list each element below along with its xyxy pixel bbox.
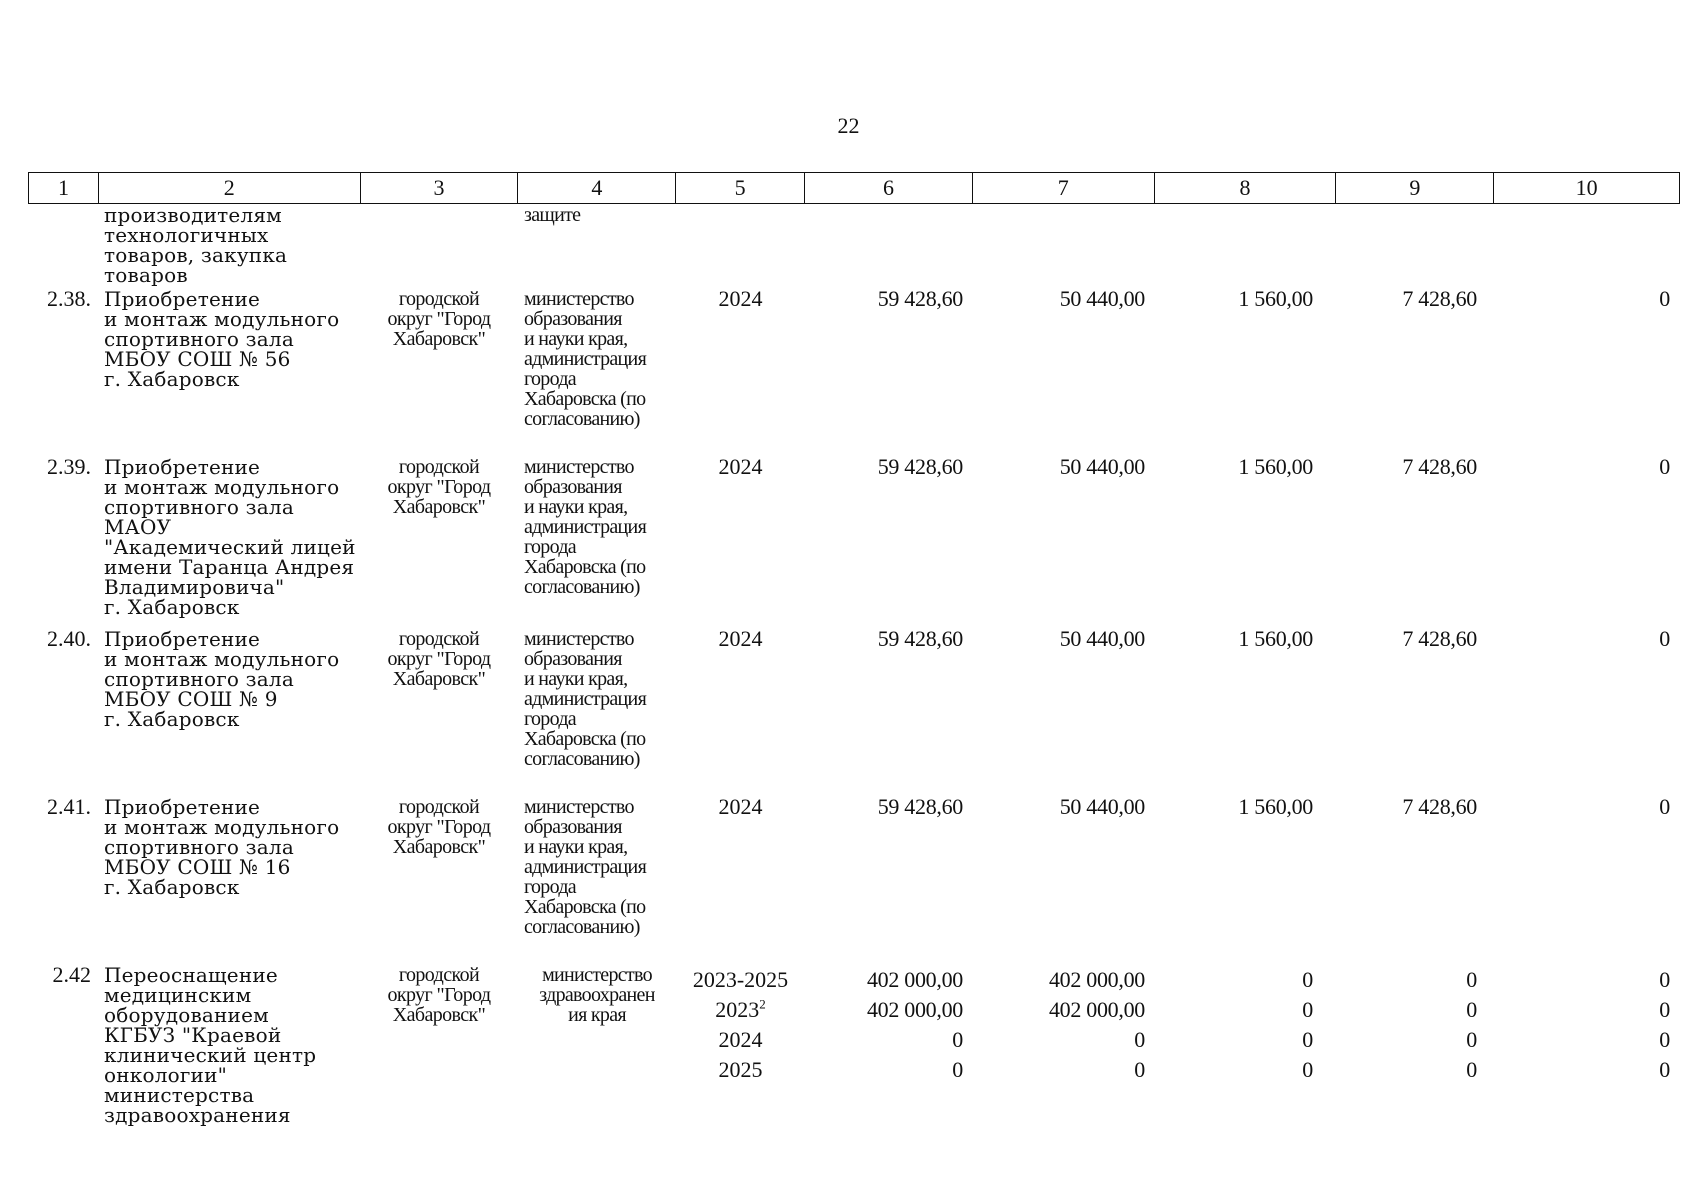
text-line: МБОУ СОШ № 56	[104, 347, 291, 371]
text-line: спортивного зала	[104, 667, 294, 691]
total-value-list	[805, 965, 973, 1135]
text-line: министерство	[542, 964, 652, 986]
text-line: Владимировича"	[104, 575, 285, 599]
text-line: согласованию)	[524, 748, 640, 770]
column-header: 6	[805, 173, 973, 203]
column-header: 7	[973, 173, 1155, 203]
text-line: администрация	[524, 856, 647, 878]
text-line: министерство	[524, 456, 634, 478]
text-line: городской	[398, 628, 480, 650]
table-row	[28, 626, 1680, 797]
value-col9: 0	[1466, 997, 1477, 1022]
text-line: Хабаровска (по	[524, 388, 646, 410]
text-line: городской	[398, 964, 480, 986]
text-line: защите	[524, 204, 581, 226]
column-header: 1	[29, 173, 99, 203]
text-line: г. Хабаровск	[104, 367, 240, 391]
event-name	[98, 797, 360, 965]
value-col8: 1 560,00	[1238, 286, 1313, 311]
value-col9: 7 428,60	[1402, 626, 1477, 651]
table-row	[28, 962, 1680, 1135]
event-name	[98, 289, 360, 457]
text-line: МБОУ СОШ № 9	[104, 687, 278, 711]
text-line: администрация	[524, 688, 647, 710]
text-line: и монтаж модульного	[104, 647, 340, 671]
text-line: МБОУ СОШ № 16	[104, 855, 291, 879]
value-col9: 0	[1466, 1057, 1477, 1082]
text-line: министерства	[104, 1083, 255, 1107]
row-number: 2.42	[52, 962, 91, 987]
text-line: спортивного зала	[104, 327, 294, 351]
text-line: образования	[524, 476, 622, 498]
executor	[518, 797, 676, 965]
row-number: 2.40.	[47, 626, 91, 651]
row-number: 2.41.	[47, 794, 91, 819]
text-line: производителям	[104, 203, 282, 227]
text-line: оборудованием	[104, 1003, 269, 1027]
value-col9: 7 428,60	[1402, 286, 1477, 311]
text-line: и науки края,	[524, 496, 628, 518]
text-line: образования	[524, 308, 622, 330]
total-value: 402 000,00	[866, 997, 963, 1022]
value-col10: 0	[1659, 997, 1670, 1022]
text-line: министерство	[524, 628, 634, 650]
text-line: Приобретение	[104, 627, 261, 651]
text-line: города	[524, 536, 576, 558]
value-col9: 0	[1466, 1027, 1477, 1052]
table-row	[28, 205, 1680, 289]
value-col10: 0	[1659, 1057, 1670, 1082]
year: 2024	[718, 794, 763, 819]
text-line: образования	[524, 648, 622, 670]
event-name	[98, 205, 360, 289]
value-col7: 50 440,00	[1059, 454, 1145, 479]
text-line: и науки края,	[524, 836, 628, 858]
year: 2024	[718, 454, 763, 479]
executor	[518, 457, 676, 629]
text-line: согласованию)	[524, 408, 640, 430]
value-col8: 1 560,00	[1238, 794, 1313, 819]
text-line: Хабаровск"	[392, 668, 486, 690]
text-line: г. Хабаровск	[104, 595, 240, 619]
total-value: 59 428,60	[877, 454, 963, 479]
territory	[360, 205, 518, 289]
territory	[360, 965, 518, 1135]
total-value: 402 000,00	[866, 967, 963, 992]
column-header: 4	[518, 173, 676, 203]
value-col7-list	[973, 965, 1155, 1135]
text-line: спортивного зала	[104, 495, 294, 519]
table-row	[28, 286, 1680, 457]
text-line: округ "Город	[387, 816, 491, 838]
text-line: города	[524, 708, 576, 730]
value-col7: 0	[1134, 1027, 1145, 1052]
text-line: "Академический лицей	[104, 535, 356, 559]
value-col8: 0	[1302, 1057, 1313, 1082]
territory	[360, 457, 518, 629]
total-value: 59 428,60	[877, 286, 963, 311]
year: 2025	[718, 1057, 763, 1082]
text-line: и монтаж модульного	[104, 475, 340, 499]
text-line: согласованию)	[524, 916, 640, 938]
text-line: г. Хабаровск	[104, 707, 240, 731]
text-line: Приобретение	[104, 287, 261, 311]
value-col7: 50 440,00	[1059, 286, 1145, 311]
table-row	[28, 794, 1680, 965]
event-name	[98, 629, 360, 797]
total-value: 59 428,60	[877, 626, 963, 651]
value-col10: 0	[1659, 1027, 1670, 1052]
text-line: технологичных	[104, 223, 269, 247]
value-col9-list	[1337, 965, 1495, 1135]
text-line: округ "Город	[387, 476, 491, 498]
table-header	[28, 172, 1680, 204]
territory	[360, 797, 518, 965]
text-line: здравоохранения	[104, 1103, 291, 1127]
text-line: Переоснащение	[104, 963, 278, 987]
value-col10: 0	[1659, 626, 1670, 651]
value-col9: 7 428,60	[1402, 454, 1477, 479]
text-line: и монтаж модульного	[104, 307, 340, 331]
value-col7: 402 000,00	[1048, 997, 1145, 1022]
year-value: 2023	[715, 997, 760, 1022]
text-line: и науки края,	[524, 668, 628, 690]
value-col10-list	[1495, 965, 1680, 1135]
text-line: городской	[398, 456, 480, 478]
text-line: Приобретение	[104, 795, 261, 819]
total-value: 0	[952, 1027, 963, 1052]
text-line: МАОУ	[104, 515, 172, 539]
text-line: городской	[398, 288, 480, 310]
event-name	[98, 965, 360, 1135]
year: 2024	[718, 626, 763, 651]
text-line: образования	[524, 816, 622, 838]
text-line: и монтаж модульного	[104, 815, 340, 839]
text-line: Хабаровск"	[392, 496, 486, 518]
text-line: округ "Город	[387, 308, 491, 330]
territory	[360, 289, 518, 457]
column-header: 8	[1155, 173, 1337, 203]
text-line: ия края	[568, 1004, 626, 1026]
column-header: 5	[676, 173, 805, 203]
row-number	[28, 205, 98, 289]
text-line: имени Таранца Андрея	[104, 555, 355, 579]
text-line: министерство	[524, 796, 634, 818]
executor	[518, 965, 676, 1135]
value-col7: 50 440,00	[1059, 794, 1145, 819]
value-col8: 0	[1302, 1027, 1313, 1052]
text-line: Хабаровск"	[392, 1004, 486, 1026]
table-row	[28, 454, 1680, 629]
value-col9: 7 428,60	[1402, 794, 1477, 819]
text-line: администрация	[524, 348, 647, 370]
text-line: здравоохранен	[539, 984, 655, 1006]
column-header: 9	[1336, 173, 1494, 203]
row-number: 2.39.	[47, 454, 91, 479]
territory	[360, 629, 518, 797]
text-line: спортивного зала	[104, 835, 294, 859]
value-col10: 0	[1659, 286, 1670, 311]
text-line: администрация	[524, 516, 647, 538]
executor	[518, 205, 676, 289]
value-col8: 0	[1302, 967, 1313, 992]
text-line: Хабаровска (по	[524, 728, 646, 750]
text-line: товаров	[104, 263, 188, 287]
text-line: Хабаровска (по	[524, 556, 646, 578]
year: 2024	[718, 286, 763, 311]
column-header: 2	[99, 173, 361, 203]
text-line: городской	[398, 796, 480, 818]
total-value: 0	[952, 1057, 963, 1082]
text-line: и науки края,	[524, 328, 628, 350]
text-line: министерство	[524, 288, 634, 310]
value-col8-list	[1155, 965, 1337, 1135]
executor	[518, 629, 676, 797]
row-number: 2.38.	[47, 286, 91, 311]
total-value: 59 428,60	[877, 794, 963, 819]
value-col8: 0	[1302, 997, 1313, 1022]
value-col7: 50 440,00	[1059, 626, 1145, 651]
page-number: 22	[837, 113, 860, 138]
text-line: клинический центр	[104, 1043, 317, 1067]
year-list	[676, 965, 805, 1135]
text-line: г. Хабаровск	[104, 875, 240, 899]
event-name	[98, 457, 360, 629]
column-header: 3	[361, 173, 519, 203]
text-line: Приобретение	[104, 455, 261, 479]
year	[676, 995, 805, 1025]
value-col10: 0	[1659, 967, 1670, 992]
value-col10: 0	[1659, 454, 1670, 479]
year: 2023-2025	[692, 967, 789, 992]
value-col7: 0	[1134, 1057, 1145, 1082]
text-line: Хабаровск"	[392, 836, 486, 858]
column-header: 10	[1575, 175, 1598, 200]
value-col7: 402 000,00	[1048, 967, 1145, 992]
text-line: округ "Город	[387, 984, 491, 1006]
text-line: города	[524, 368, 576, 390]
text-line: города	[524, 876, 576, 898]
text-line: товаров, закупка	[104, 243, 288, 267]
value-col10: 0	[1659, 794, 1670, 819]
footnote-marker: 2	[759, 996, 766, 1012]
text-line: онкологии"	[104, 1063, 227, 1087]
value-col8: 1 560,00	[1238, 454, 1313, 479]
value-col9: 0	[1466, 967, 1477, 992]
text-line: округ "Город	[387, 648, 491, 670]
year: 2024	[718, 1027, 763, 1052]
text-line: Хабаровска (по	[524, 896, 646, 918]
executor	[518, 289, 676, 457]
text-line: согласованию)	[524, 576, 640, 598]
text-line: КГБУЗ "Краевой	[104, 1023, 282, 1047]
text-line: медицинским	[104, 983, 252, 1007]
value-col8: 1 560,00	[1238, 626, 1313, 651]
text-line: Хабаровск"	[392, 328, 486, 350]
budget-table	[28, 172, 1680, 1135]
